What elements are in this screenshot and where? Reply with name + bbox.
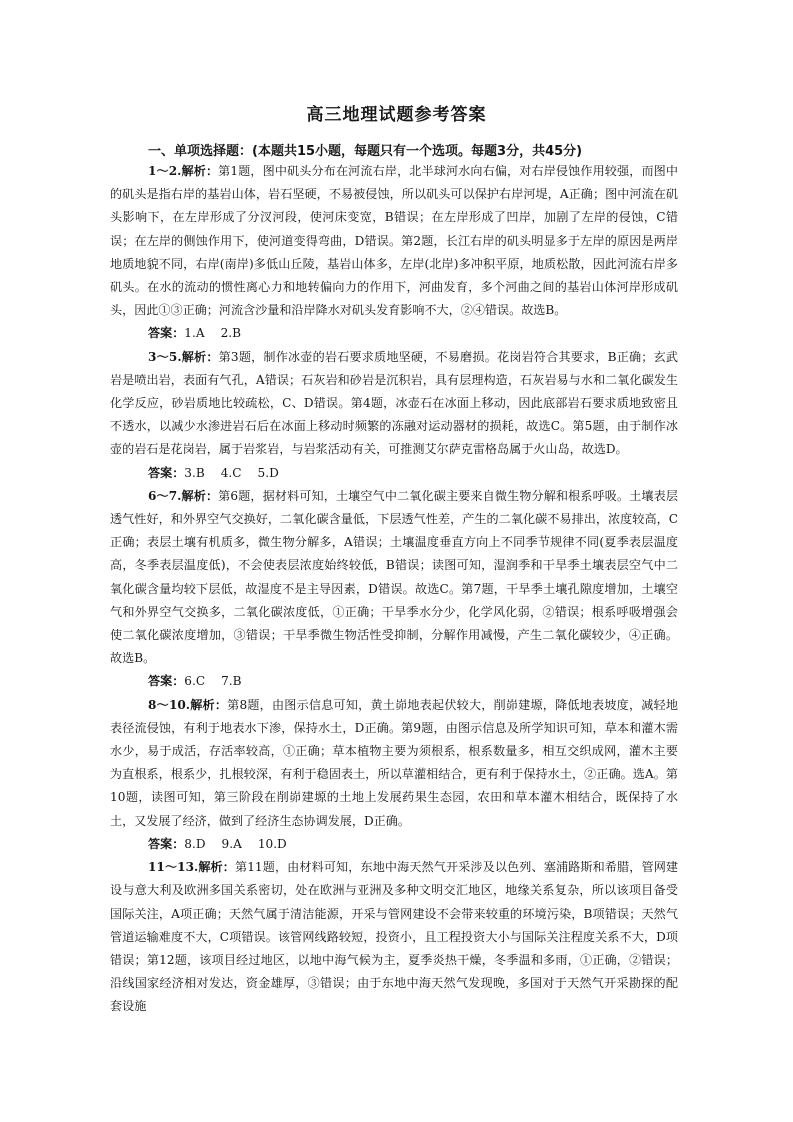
- explanation-label: 1～2.解析：: [148, 164, 219, 178]
- answer-line: [110, 670, 678, 693]
- answer-value: 7.B: [221, 674, 242, 689]
- explanation-label: 3～5.解析：: [148, 349, 219, 364]
- answer-value: 1.A: [184, 326, 205, 341]
- answer-line: [110, 462, 678, 485]
- answer-label: 答案：: [148, 674, 185, 689]
- answer-value: 9.A: [221, 836, 242, 851]
- section-heading: 一、单项选择题：(本题共15小题，每题只有一个选项。每题3分，共45分): [148, 144, 583, 159]
- answer-value: 4.C: [220, 465, 242, 480]
- answer-line: [110, 322, 678, 345]
- explanation-paragraph: [110, 485, 678, 671]
- answer-label: 答案：: [148, 465, 185, 480]
- explanation-paragraph: [110, 694, 678, 833]
- answer-value: 8.D: [184, 836, 206, 851]
- explanation-text: 第11题，由材料可知，东地中海天然气开采涉及以色列、塞浦路斯和希腊，管网建设与意大利及欧洲多国关系密切，处在欧洲与亚洲及多种文明交汇地区，地缘关系复杂，所以该项目备受国际关注，A项正确；天然气属于清洁能源，开采与管网建设不会带来较重的环境污染，B项错误；天然气管道运输难度不大，C项错误。该管网线路较短，投资小，且工程投资大小与国际关注程度关系不大，D项错误；第12题，该项目经过地区，以地中海气候为主，夏季炎热干燥，冬季温和多雨，①正确，②错误；沿线国家经济相对发达，资金雄厚，③错误；由于东地中海天然气发现晚，多国对于天然气开采勘探的配套设施: [110, 860, 679, 1014]
- explanation-label: 6～7.解析：: [148, 488, 219, 503]
- answer-value: 10.D: [257, 836, 287, 851]
- explanation-paragraph: [110, 856, 678, 1018]
- answer-body: [110, 160, 678, 1019]
- answer-label: 答案：: [148, 836, 185, 851]
- explanation-text: 第1题，图中矶头分布在河流右岸，北半球河水向右偏，对右岸侵蚀作用较强，而图中的矶头是指右岸的基岩山体，岩石坚硬，不易被侵蚀，所以矶头可以保护右岸河堤，A正确；图中河流在矶头影响下，在左岸形成了分汊河段，使河床变宽，B错误；在左岸形成了凹岸，加剧了左岸的侵蚀，C错误；在左岸的侧蚀作用下，使河道变得弯曲，D错误。第2题，长江右岸的矶头明显多于左岸的原因是两岸地质地貌不同，右岸(南岸)多低山丘陵，基岩山体多，左岸(北岸)多冲积平原，地质松散，因此河流右岸多矶头。在水的流动的惯性离心力和地转偏向力的作用下，河曲发育，多个河曲之间的基岩山体河岸形成矶头，因此①③正确；河流含沙量和沿岸降水对矶头发育影响不大，②④错误。故选B。: [110, 164, 678, 318]
- explanation-label: 8～10.解析：: [148, 697, 228, 712]
- answer-value: 2.B: [220, 326, 242, 341]
- answer-label: 答案：: [148, 326, 185, 341]
- explanation-label: 11～13.解析：: [148, 860, 235, 875]
- explanation-paragraph: [110, 346, 678, 462]
- explanation-paragraph: [110, 160, 678, 322]
- explanation-text: 第3题，制作冰壶的岩石要求质地坚硬，不易磨损。花岗岩符合其要求，B正确；玄武岩是喷出岩，表面有气孔，A错误；石灰岩和砂岩是沉积岩，具有层理构造，石灰岩易与水和二氧化碳发生化学反应，砂岩质地比较疏松，C、D错误。第4题，冰壶石在冰面上移动，因此底部岩石要求质地致密且不透水，以减少水渗进岩石后在冰面上移动时频繁的冻融对运动器材的损耗，故选C。第5题，由于制作冰壶的岩石是花岗岩，属于岩浆岩，与岩浆活动有关，可推测艾尔萨克雷格岛属于火山岛，故选D。: [110, 349, 678, 457]
- document-title: 高三地理试题参考答案: [306, 105, 487, 125]
- answer-value: 5.D: [257, 465, 279, 480]
- explanation-text: 第8题，由图示信息可知，黄土峁地表起伏较大，削峁建塬，降低地表坡度，减轻地表径流侵蚀，有利于地表水下渗，保持水土，D正确。第9题，由图示信息及所学知识可知，草本和灌木需水少，易于成活，存活率较高，①正确；草本植物主要为须根系，根系数量多，相互交织成网，灌木主要为直根系，根系少，扎根较深，有利于稳固表土，所以草灌相结合，更有利于保持水土，②正确。选A。第10题，读图可知，第三阶段在削峁建塬的土地上发展药果生态园，农田和草本灌木相结合，既保持了水土，又发展了经济，做到了经济生态协调发展，D正确。: [110, 697, 678, 828]
- explanation-text: 第6题，据材料可知，土壤空气中二氧化碳主要来自微生物分解和根系呼吸。土壤表层透气性好，和外界空气交换好，二氧化碳含量低，下层透气性差，产生的二氧化碳不易排出，浓度较高，C正确；表层土壤有机质多，微生物分解多，A错误；土壤温度垂直方向上不同季节规律不同(夏季表层温度高，冬季表层温度低)，不会使表层浓度始终较低，B错误；读图可知，湿润季和干旱季土壤表层空气中二氧化碳含量均较下层低，故湿度不是主导因素，D错误。故选C。第7题，干旱季土壤孔隙度增加，土壤空气和外界空气交换多，二氧化碳浓度低，①正确；干旱季水分少，化学风化弱，②错误；根系呼吸增强会使二氧化碳浓度增加，③错误；干旱季微生物活性受抑制，分解作用减慢，产生二氧化碳较少，④正确。故选B。: [110, 488, 678, 666]
- answer-value: 6.C: [184, 674, 206, 689]
- answer-line: [110, 833, 678, 856]
- answer-value: 3.B: [184, 465, 205, 480]
